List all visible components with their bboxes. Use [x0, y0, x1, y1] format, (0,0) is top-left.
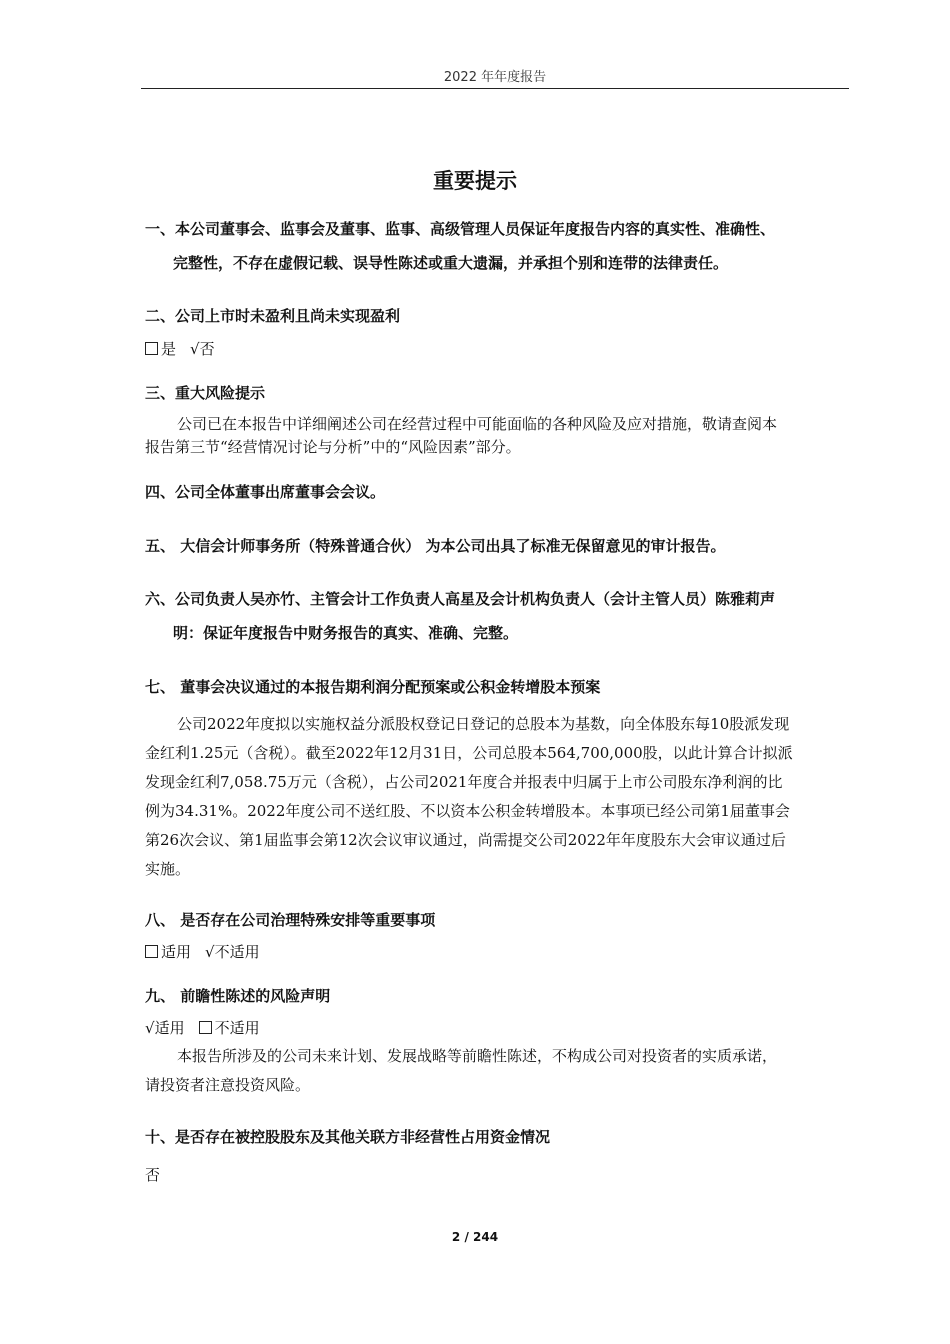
check-mark-icon: √	[145, 1019, 155, 1037]
profit-paragraph-line: 例为34.31%。2022年度公司不送红股、不以资本公积金转增股本。本事项已经公司第1届董事会	[145, 802, 790, 820]
section-title: 重要提示	[433, 169, 517, 193]
item-10-answer: 否	[145, 1166, 161, 1184]
risk-paragraph-line: 报告第三节“经营情况讨论与分析”中的“风险因素”部分。	[145, 438, 521, 456]
header-rule	[141, 88, 849, 89]
item-8-options	[145, 941, 260, 962]
option-applicable-label: 适用	[154, 1019, 185, 1037]
item-4-heading: 四、公司全体董事出席董事会会议。	[145, 483, 386, 501]
option-no-label: 否	[199, 340, 215, 358]
profit-paragraph-line: 实施。	[145, 860, 191, 878]
option-yes-label: 是	[161, 340, 177, 358]
item-3-heading: 三、重大风险提示	[145, 384, 266, 402]
unchecked-box-icon	[145, 342, 158, 355]
item-9-heading: 九、 前瞻性陈述的风险声明	[145, 987, 331, 1005]
unchecked-box-icon	[199, 1021, 212, 1034]
check-mark-icon: √	[190, 340, 200, 358]
item-6-heading: 六、公司负责人吴亦竹、主管会计工作负责人高星及会计机构负责人（会计主管人员）陈雅莉声	[145, 590, 776, 608]
option-not-applicable-label: 不适用	[214, 1019, 260, 1037]
item-6-heading-cont: 明：保证年度报告中财务报告的真实、准确、完整。	[173, 624, 519, 642]
item-2-options	[145, 338, 215, 359]
item-10-heading: 十、是否存在被控股股东及其他关联方非经营性占用资金情况	[145, 1128, 551, 1146]
profit-paragraph-line: 发现金红利7,058.75万元（含税），占公司2021年度合并报表中归属于上市公司股东净利润的比	[145, 773, 783, 791]
profit-paragraph-line: 金红利1.25元（含税）。截至2022年12月31日，公司总股本564,700,000股，以此计算合计拟派	[145, 744, 793, 762]
profit-paragraph-line: 第26次会议、第1届监事会第12次会议审议通过，尚需提交公司2022年年度股东大会审议通过后	[145, 831, 786, 849]
item-9-options	[145, 1017, 260, 1038]
item-2-heading: 二、公司上市时未盈利且尚未实现盈利	[145, 307, 401, 325]
check-mark-icon: √	[205, 943, 215, 961]
item-5-heading: 五、 大信会计师事务所（特殊普通合伙） 为本公司出具了标准无保留意见的审计报告。	[145, 537, 726, 555]
option-applicable-label: 适用	[161, 943, 192, 961]
forward-paragraph-line: 请投资者注意投资风险。	[145, 1076, 311, 1094]
item-1-heading: 一、本公司董事会、监事会及董事、监事、高级管理人员保证年度报告内容的真实性、准确性、	[145, 220, 776, 238]
item-1-heading-cont: 完整性，不存在虚假记载、误导性陈述或重大遗漏，并承担个别和连带的法律责任。	[173, 254, 729, 272]
page-header: 2022 年年度报告	[443, 70, 547, 85]
unchecked-box-icon	[145, 945, 158, 958]
option-not-applicable-label: 不适用	[214, 943, 260, 961]
risk-paragraph-line: 公司已在本报告中详细阐述公司在经营过程中可能面临的各种风险及应对措施，敬请查阅本	[177, 415, 778, 433]
item-8-heading: 八、 是否存在公司治理特殊安排等重要事项	[145, 911, 436, 929]
item-7-heading: 七、 董事会决议通过的本报告期利润分配预案或公积金转增股本预案	[145, 678, 601, 696]
profit-paragraph-line: 公司2022年度拟以实施权益分派股权登记日登记的总股本为基数，向全体股东每10股派发现	[177, 715, 790, 733]
forward-paragraph-line: 本报告所涉及的公司未来计划、发展战略等前瞻性陈述，不构成公司对投资者的实质承诺，	[177, 1047, 778, 1065]
page-number: 2 / 244	[451, 1230, 499, 1244]
